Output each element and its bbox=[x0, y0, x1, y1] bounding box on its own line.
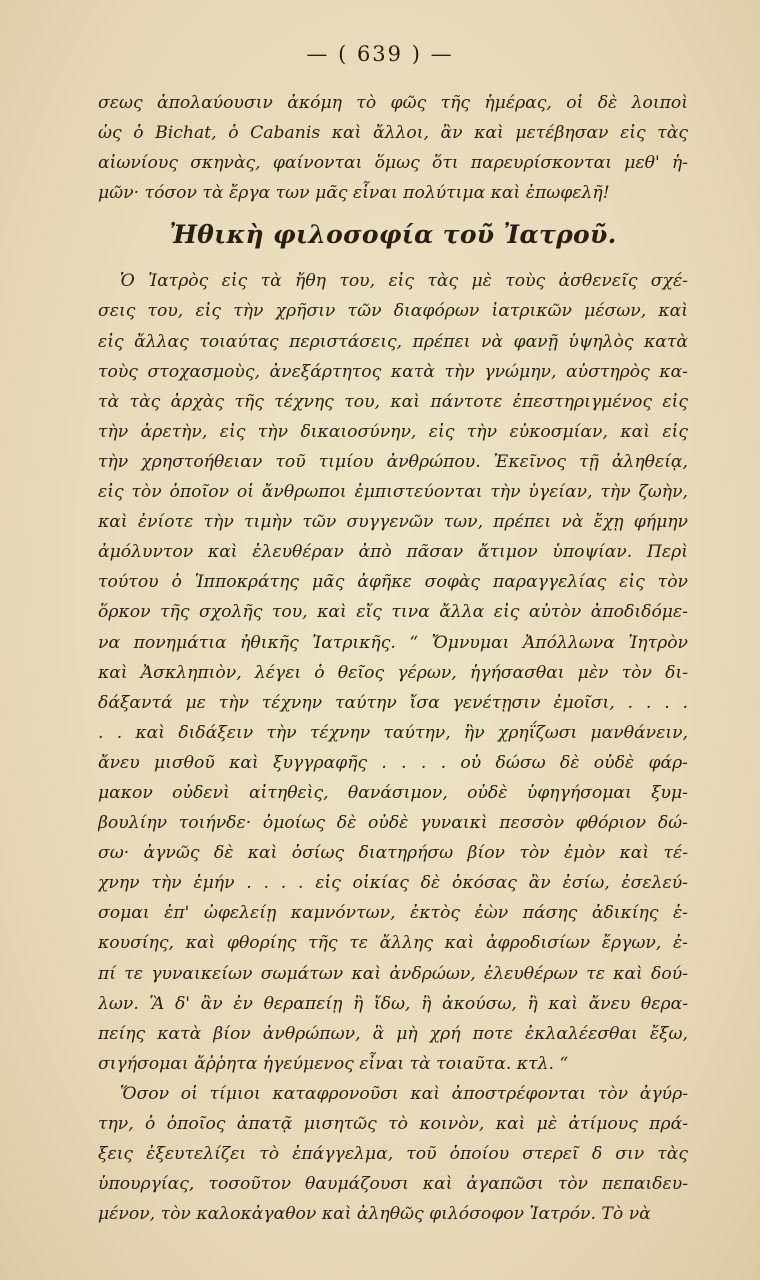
text-line: μακον οὐδενὶ αἰτηθεὶς, θανάσιμον, οὐδὲ ὑφηγήσομαι ξυμ- bbox=[98, 782, 688, 803]
text-line: ξεις ἐξευτελίζει τὸ ἐπάγγελμα, τοῦ ὁποίου στερεῖ δ σιν τὰς bbox=[98, 1144, 688, 1165]
text-line: μῶν· τόσον τὰ ἔργα των μᾶς εἶναι πολύτιμα καὶ ἐπωφελῆ! bbox=[98, 183, 610, 204]
text-line: εἰς ἄλλας τοιαύτας περιστάσεις, πρέπει νὰ φανῇ ὑψηλὸς κατὰ bbox=[98, 331, 688, 352]
text-line: τὴν ἀρετὴν, εἰς τὴν δικαιοσύνην, εἰς τὴν εὐκοσμίαν, καὶ εἰς bbox=[98, 421, 688, 442]
paragraph-1 bbox=[98, 266, 688, 1079]
text-line: σω· ἁγνῶς δὲ καὶ ὁσίως διατηρήσω βίον τὸν ἐμὸν καὶ τέ- bbox=[98, 843, 688, 864]
text-line: την, ὁ ὁποῖος ἀπατᾷ μισητῶς τὸ κοινὸν, καὶ μὲ ἀτίμους πρά- bbox=[98, 1114, 688, 1134]
text-line: ὑπουργίας, τοσοῦτον θαυμάζουσι καὶ ἀγαπῶσι τὸν πεπαιδευ- bbox=[98, 1174, 688, 1195]
text-line: τοὺς στοχασμοὺς, ἀνεξάρτητος κατὰ τὴν γνώμην, αὐστηρὸς κα- bbox=[98, 361, 688, 382]
text-line: πείης κατὰ βίον ἀνθρώπων, ἃ μὴ χρή ποτε ἐκλαλέεσθαι ἔξω, bbox=[98, 1023, 688, 1044]
text-line: αἰωνίους σκηνὰς, φαίνονται ὅμως ὅτι παρευρίσκονται μεθ' ἡ- bbox=[98, 153, 688, 174]
text-line: σομαι ἐπ' ὠφελείῃ καμνόντων, ἐκτὸς ἐὼν πάσης ἀδικίης ἑ- bbox=[98, 903, 688, 924]
text-line: καὶ Ἀσκληπιὸν, λέγει ὁ θεῖος γέρων, ἡγήσασθαι μὲν τὸν δι- bbox=[98, 662, 688, 683]
text-line: να πονημάτια ἠθικῆς Ἰατρικῆς. “ Ὄμνυμαι Ἀπόλλωνα Ἰητρὸν bbox=[98, 632, 688, 653]
text-line: ὡς ὁ Bichat, ὁ Cabanis καὶ ἄλλοι, ἂν καὶ μετέβησαν εἰς τὰς bbox=[98, 123, 688, 144]
text-line: λων. Ἃ δ' ἂν ἐν θεραπείῃ ἢ ἴδω, ἢ ἀκούσω, ἢ καὶ ἄνευ θερα- bbox=[98, 993, 688, 1014]
text-line: ἄνευ μισθοῦ καὶ ξυγγραφῆς . . . . οὐ δώσω δὲ οὐδὲ φάρ- bbox=[98, 752, 688, 773]
page-body bbox=[98, 88, 688, 1229]
text-line: σεις του, εἰς τὴν χρῆσιν τῶν διαφόρων ἰατρικῶν μέσων, καὶ bbox=[98, 301, 688, 322]
text-line: τὰ τὰς ἀρχὰς τῆς τέχνης του, καὶ πάντοτε ἐπεστηριγμένος εἰς bbox=[98, 391, 688, 412]
text-line: σεως ἀπολαύουσιν ἀκόμη τὸ φῶς τῆς ἡμέρας, οἱ δὲ λοιποὶ bbox=[98, 93, 688, 113]
page-number: — ( 639 ) — bbox=[306, 42, 454, 66]
text-line: ἀμόλυντον καὶ ἐλευθέραν ἀπὸ πᾶσαν ἄτιμον ὑποψίαν. Περὶ bbox=[98, 542, 688, 563]
text-line: μένον, τὸν καλοκἀγαθον καὶ ἀληθῶς φιλόσοφον Ἰατρόν. Τὸ νὰ bbox=[98, 1204, 651, 1225]
text-line: Ὅσον οἱ τίμιοι καταφρονοῦσι καὶ ἀποστρέφονται τὸν ἀγύρ- bbox=[120, 1083, 688, 1104]
text-line: Ὁ Ἰατρὸς εἰς τὰ ἤθη του, εἰς τὰς μὲ τοὺς ἀσθενεῖς σχέ- bbox=[120, 271, 688, 292]
text-line: δάξαντά με τὴν τέχνην ταύτην ἴσα γενέτῃσιν ἐμοῖσι, . . . . bbox=[98, 692, 688, 713]
text-line: χνην τὴν ἐμήν . . . . εἰς οἰκίας δὲ ὁκόσας ἂν ἐσίω, ἐσελεύ- bbox=[98, 873, 688, 894]
section-heading: Ἠθικὴ φιλοσοφία τοῦ Ἰατροῦ. bbox=[169, 220, 617, 250]
text-line: καὶ ἐνίοτε τὴν τιμὴν τῶν συγγενῶν των, πρέπει νὰ ἔχῃ φήμην bbox=[98, 512, 688, 533]
text-line: σιγήσομαι ἄῤῥητα ἡγεύμενος εἶναι τὰ τοιαῦτα. κτλ. “ bbox=[98, 1053, 569, 1074]
text-line: βουλίην τοιήνδε· ὁμοίως δὲ οὐδὲ γυναικὶ πεσσὸν φθόριον δώ- bbox=[98, 813, 688, 834]
text-line: κουσίης, καὶ φθορίης τῆς τε ἄλλης καὶ ἀφροδισίων ἔργων, ἐ- bbox=[98, 933, 688, 954]
text-line: τούτου ὁ Ἱπποκράτης μᾶς ἀφῆκε σοφὰς παραγγελίας εἰς τὸν bbox=[98, 572, 688, 593]
paragraph-2 bbox=[98, 1079, 688, 1229]
text-line: τὴν χρηστοήθειαν τοῦ τιμίου ἀνθρώπου. Ἐκεῖνος τῇ ἀληθείᾳ, bbox=[98, 451, 688, 472]
text-line: . . καὶ διδάξειν τὴν τέχνην ταύτην, ἢν χρηΐζωσι μανθάνειν, bbox=[98, 722, 688, 743]
text-line: εἰς τὸν ὁποῖον οἱ ἄνθρωποι ἐμπιστεύονται τὴν ὑγείαν, τὴν ζωὴν, bbox=[98, 482, 688, 503]
text-line: πί τε γυναικείων σωμάτων καὶ ἀνδρώων, ἐλευθέρων τε καὶ δού- bbox=[98, 963, 688, 984]
intro-text bbox=[98, 88, 688, 208]
text-line: ὅρκον τῆς σχολῆς του, καὶ εἴς τινα ἄλλα εἰς αὐτὸν ἀποδιδόμε- bbox=[98, 602, 688, 623]
